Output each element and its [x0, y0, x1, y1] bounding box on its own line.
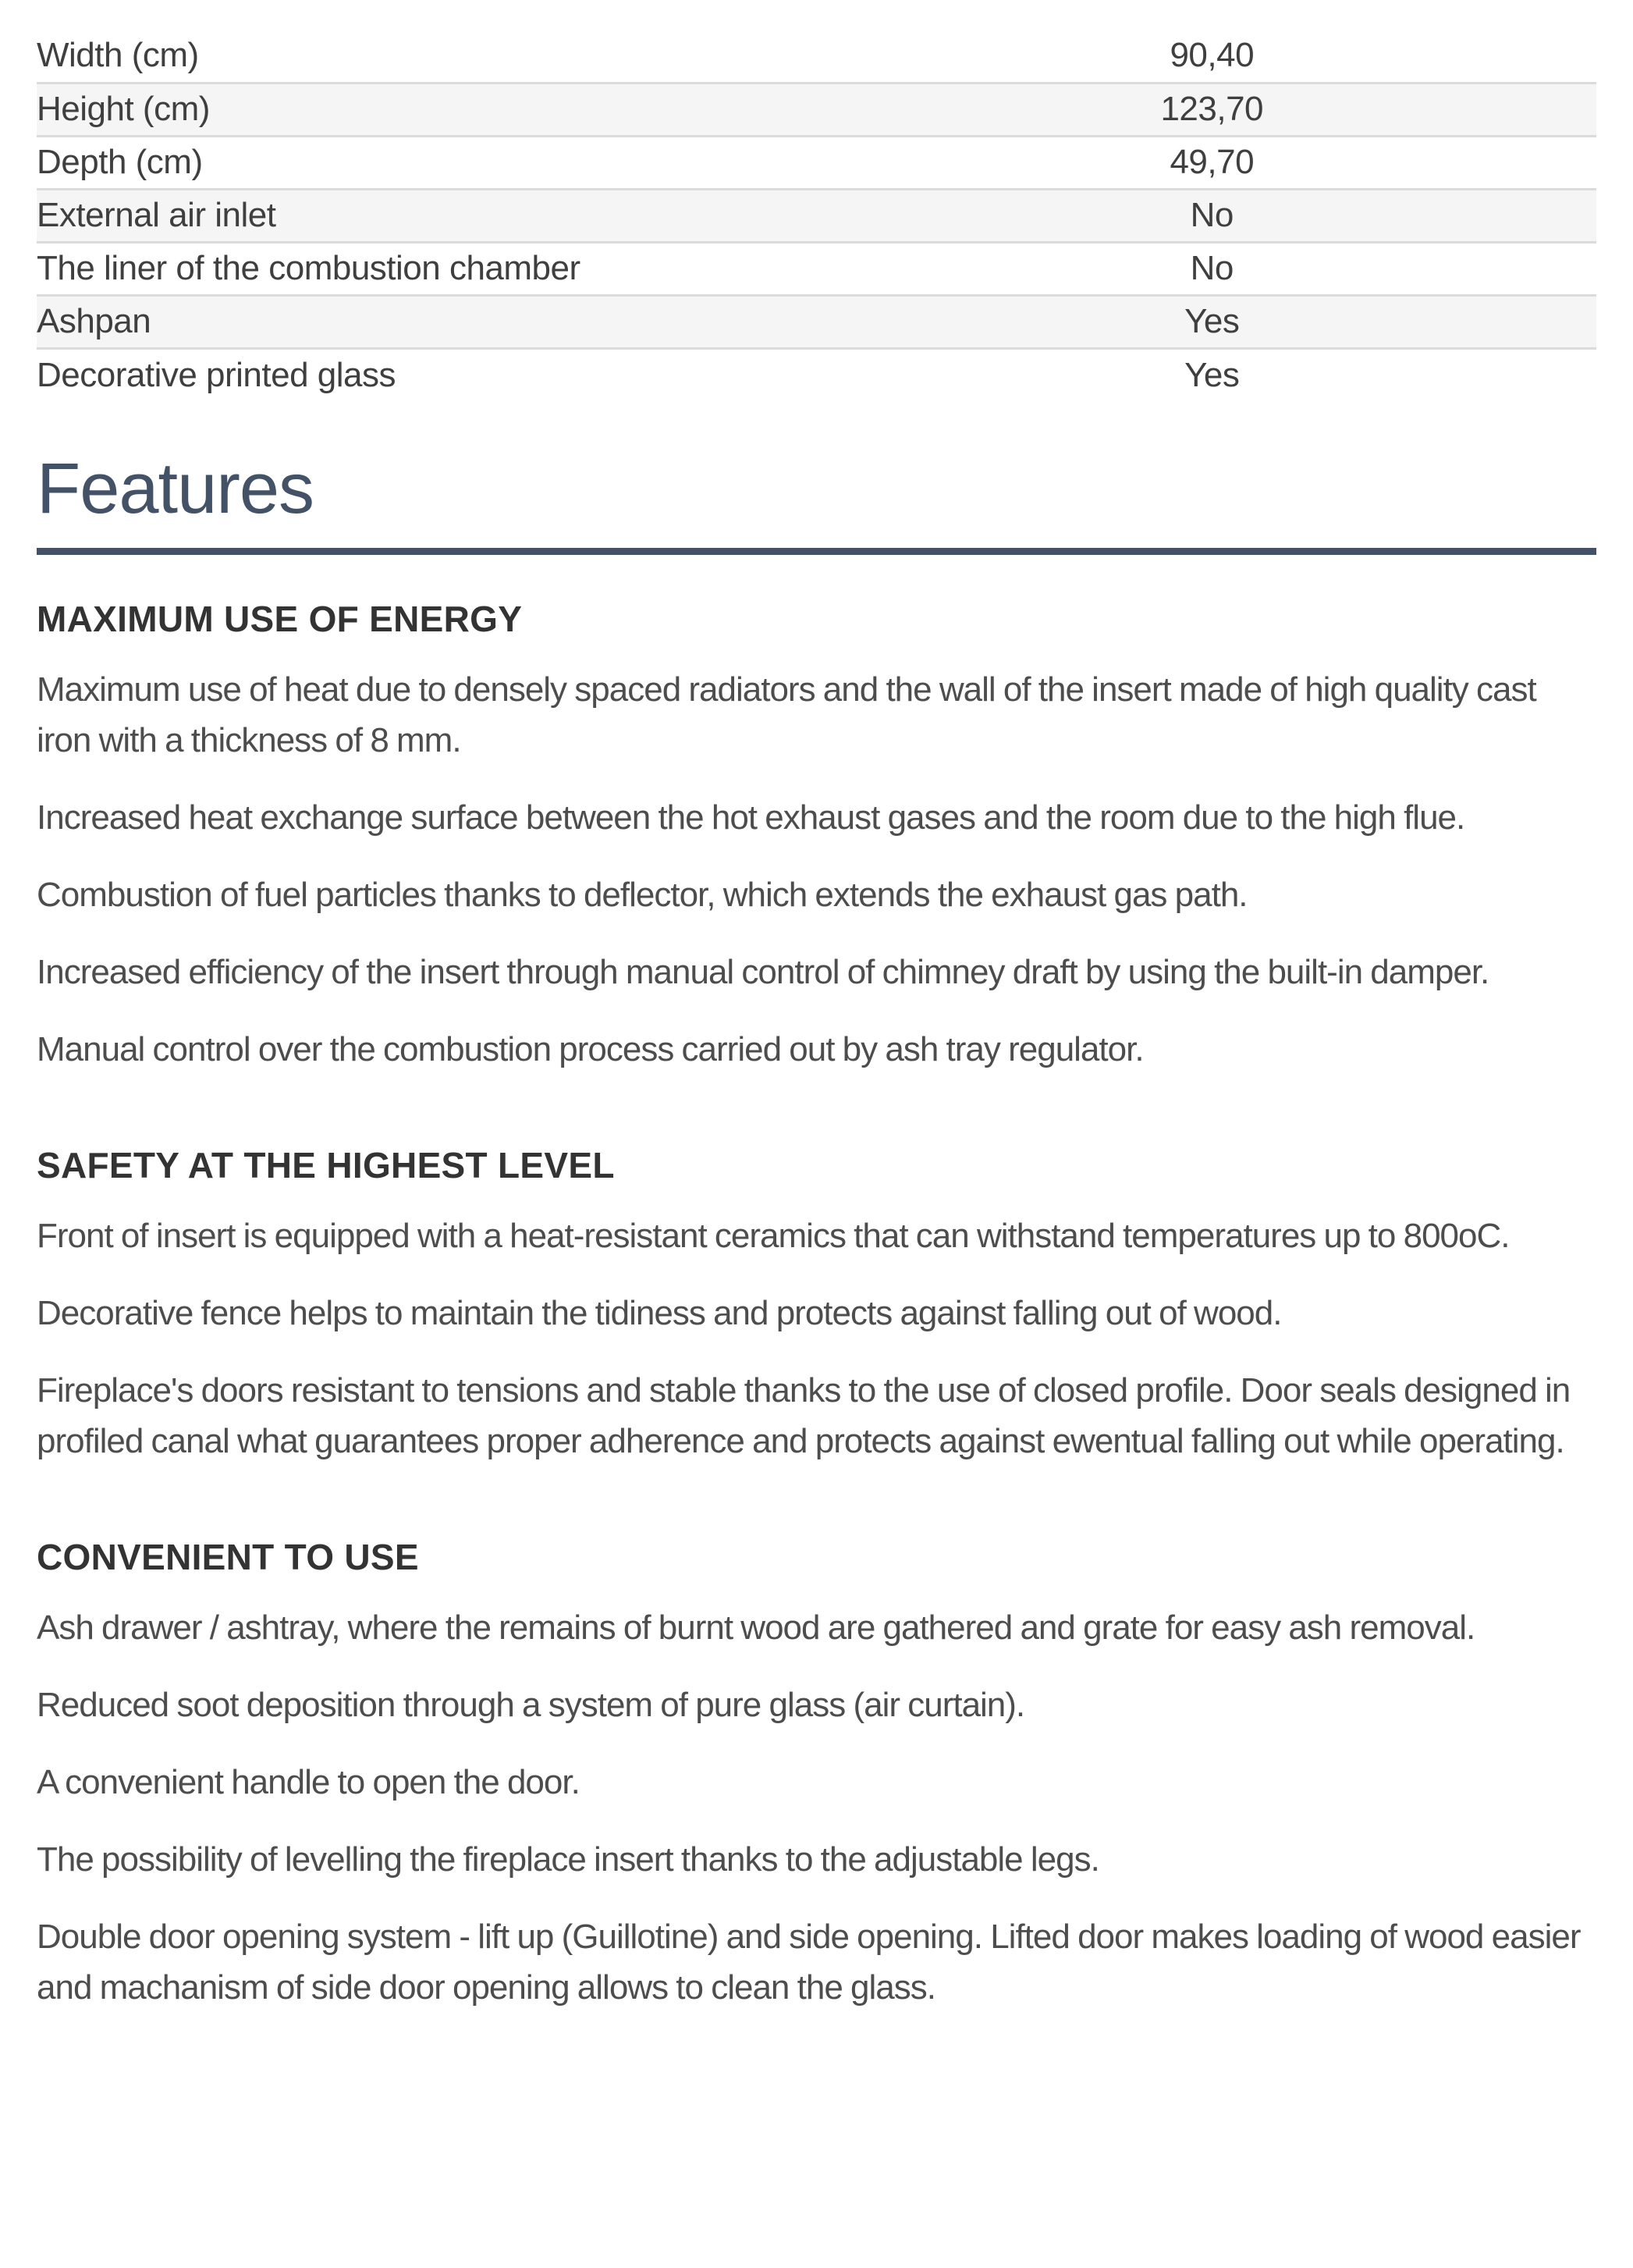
spec-label: External air inlet — [37, 189, 827, 242]
section-maximum-use-of-energy — [37, 597, 1596, 1075]
table-row — [37, 189, 1596, 242]
spec-value: 90,40 — [1170, 36, 1255, 75]
table-row — [37, 136, 1596, 189]
section-convenient-to-use — [37, 1535, 1596, 2013]
feature-paragraph: A convenient handle to open the door. — [37, 1763, 580, 1801]
spec-label: The liner of the combustion chamber — [37, 242, 827, 295]
spec-value: 123,70 — [827, 83, 1596, 136]
feature-paragraph: Double door opening system - lift up (Guillotine) and side opening. Lifted door makes loading of wood easier and machanism of side door opening allows to clean the glass. — [37, 1918, 1581, 2007]
feature-paragraph: Maximum use of heat due to densely spaced radiators and the wall of the insert made of high quality cast iron with a thickness of 8 mm. — [37, 670, 1536, 759]
feature-paragraph: Increased heat exchange surface between the hot exhaust gases and the room due to the high flue. — [37, 798, 1465, 837]
table-row — [37, 295, 1596, 348]
table-row — [37, 242, 1596, 295]
spec-label: Depth (cm) — [37, 136, 827, 189]
feature-paragraph: Decorative fence helps to maintain the tidiness and protects against falling out of wood. — [37, 1294, 1282, 1332]
spec-label: Ashpan — [37, 295, 827, 348]
spec-value: Yes — [827, 295, 1596, 348]
feature-paragraph: Fireplace's doors resistant to tensions and stable thanks to the use of closed profile. Door seals designed in profiled canal what guarantees proper adherence and protects against ewentual falling out while operating. — [37, 1371, 1571, 1460]
spec-value: No — [827, 242, 1596, 295]
feature-paragraph: Ash drawer / ashtray, where the remains of burnt wood are gathered and grate for easy ash removal. — [37, 1609, 1475, 1647]
feature-paragraph: Manual control over the combustion process carried out by ash tray regulator. — [37, 1030, 1144, 1068]
feature-paragraph: Reduced soot deposition through a system of pure glass (air curtain). — [37, 1686, 1025, 1724]
table-row — [37, 348, 1596, 401]
title-underline-rule — [37, 548, 1596, 555]
spec-label: Height (cm) — [37, 83, 827, 136]
spec-label: Decorative printed glass — [37, 348, 827, 401]
specs-table — [37, 30, 1596, 401]
feature-paragraph: Combustion of fuel particles thanks to deflector, which extends the exhaust gas path. — [37, 876, 1248, 914]
section-heading: MAXIMUM USE OF ENERGY — [37, 599, 523, 639]
section-heading: CONVENIENT TO USE — [37, 1537, 419, 1577]
table-row — [37, 83, 1596, 136]
feature-paragraph: Front of insert is equipped with a heat-resistant ceramics that can withstand temperatures up to 800oC. — [37, 1217, 1510, 1255]
spec-value: Yes — [827, 348, 1596, 401]
section-safety-at-the-highest-level — [37, 1143, 1596, 1466]
feature-paragraph: Increased efficiency of the insert through manual control of chimney draft by using the built-in damper. — [37, 953, 1489, 991]
feature-paragraph: The possibility of levelling the fireplace insert thanks to the adjustable legs. — [37, 1840, 1099, 1879]
spec-label: Width (cm) — [37, 36, 199, 75]
spec-value: 49,70 — [827, 136, 1596, 189]
section-heading: SAFETY AT THE HIGHEST LEVEL — [37, 1145, 615, 1186]
spec-value: No — [827, 189, 1596, 242]
table-row — [37, 30, 1596, 83]
features-title: Features — [37, 449, 314, 528]
